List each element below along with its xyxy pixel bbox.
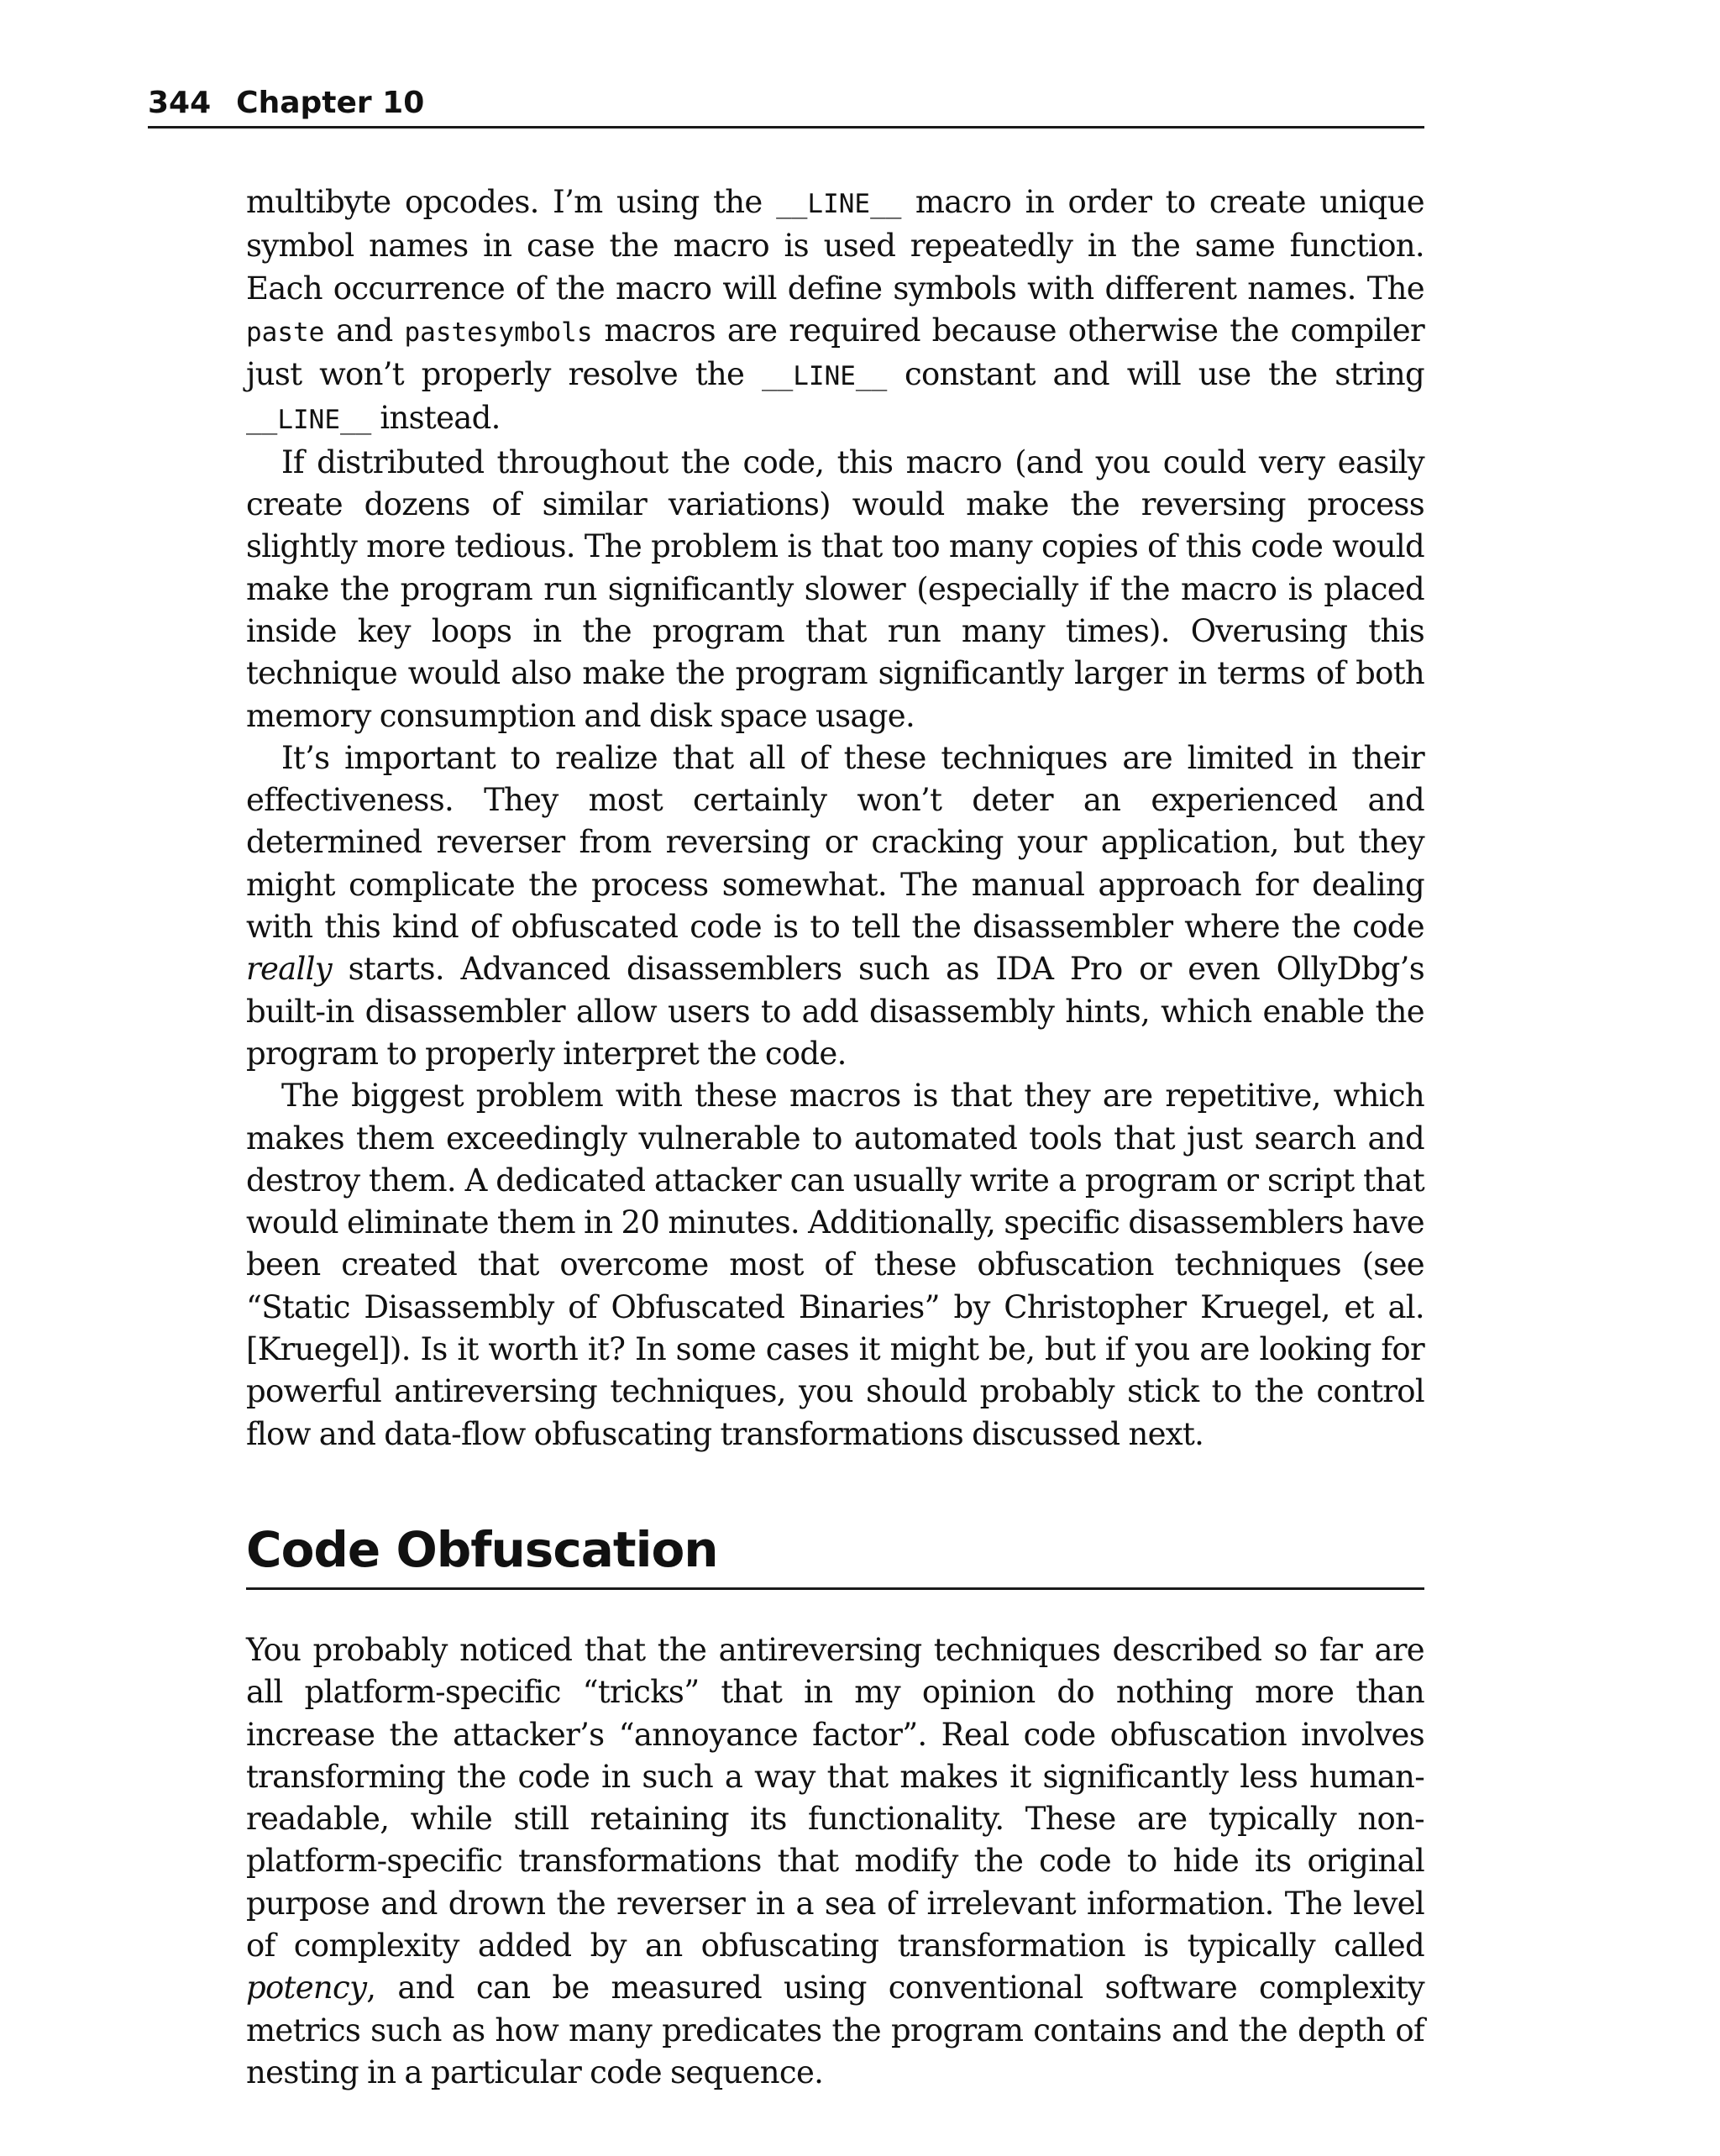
text-run: , and can be measured using conventional software complexity metrics such as how many predicates the program contains and the depth of nesting in a particular code sequence. bbox=[246, 1970, 1424, 2090]
emphasis-potency: potency bbox=[246, 1970, 367, 2006]
text-run: constant and will use the string bbox=[887, 356, 1424, 393]
text-run: multibyte opcodes. I’m using the bbox=[246, 184, 777, 220]
paragraph-2: If distributed throughout the code, this macro (and you could very easily create dozens of similar variations) would make the reversing process slightly more tedious. The problem is that too many copies of this code would make the program run significantly slower (especially if the macro is placed inside key loops in the program that run many times). Overusing this technique would also make the program significantly larger in terms of both memory consumption and disk space usage. bbox=[246, 443, 1424, 734]
code-pastesymbols: pastesymbols bbox=[404, 317, 593, 348]
text-run: instead. bbox=[371, 400, 501, 437]
paragraph-4: The biggest problem with these macros is that they are repetitive, which makes them exceedingly vulnerable to automated tools that just search and destroy them. A dedicated attacker can usually write a program or script that would eliminate them in 20 minutes. Additionally, specific disassemblers have been created that overcome most of these obfuscation techniques (see “Static Disassembly of Obfuscated Binaries” by Christopher Kruegel, et al. [Kruegel]). Is it worth it? In some cases it might be, but if you are looking for powerful antireversing techniques, you should probably stick to the control flow and data-flow obfuscating transformations discussed next. bbox=[246, 1078, 1424, 1452]
text-run: macros are required because otherwise the compiler just won’t properly resolve the bbox=[246, 312, 1424, 393]
code-line-macro: __LINE__ bbox=[246, 405, 372, 436]
chapter-title: Chapter 10 bbox=[236, 86, 425, 120]
paragraph-1 bbox=[246, 181, 1424, 442]
code-line-macro: __LINE__ bbox=[761, 361, 888, 392]
paragraph-3 bbox=[246, 737, 1424, 1075]
section-body-1 bbox=[246, 181, 1424, 1456]
running-header bbox=[148, 81, 1424, 129]
page-number: 344 bbox=[148, 86, 212, 120]
section-heading: Code Obfuscation bbox=[246, 1512, 1424, 1590]
emphasis-really: really bbox=[246, 951, 333, 988]
text-run: macro in order to create unique symbol names in case the macro is used repeatedly in the same function. Each occurrence of the macro will define symbols with different names. The bbox=[246, 184, 1424, 307]
text-run: starts. Advanced disassemblers such as IDA Pro or even OllyDbg’s built-in disassembler allow users to add disassembly hints, which enable the program to properly interpret the code. bbox=[246, 951, 1424, 1072]
text-run: It’s important to realize that all of these techniques are limited in their effectiveness. They most certainly won’t deter an experienced and determined reverser from reversing or cracking your application, but they might complicate the process somewhat. The manual approach for dealing with this kind of obfuscated code is to tell the disassembler where the code bbox=[246, 739, 1424, 946]
text-run: and bbox=[324, 312, 405, 349]
code-line-macro: __LINE__ bbox=[776, 189, 902, 219]
text-run: You probably noticed that the antireversing techniques described so far are all platform-specific “tricks” that in my opinion do nothing more than increase the attacker’s “annoyance factor”. Real code obfuscation involves transforming the code in such a way that makes it significantly less human-readable, while still retaining its functionality. These are typically non-platform-specific transformations that modify the code to hide its original purpose and drown the reverser in a sea of irrelevant information. The level of complexity added by an obfuscating transformation is typically called bbox=[246, 1632, 1424, 1965]
section-body-2 bbox=[246, 1629, 1424, 2094]
paragraph-5 bbox=[246, 1629, 1424, 2094]
code-paste: paste bbox=[246, 317, 325, 348]
